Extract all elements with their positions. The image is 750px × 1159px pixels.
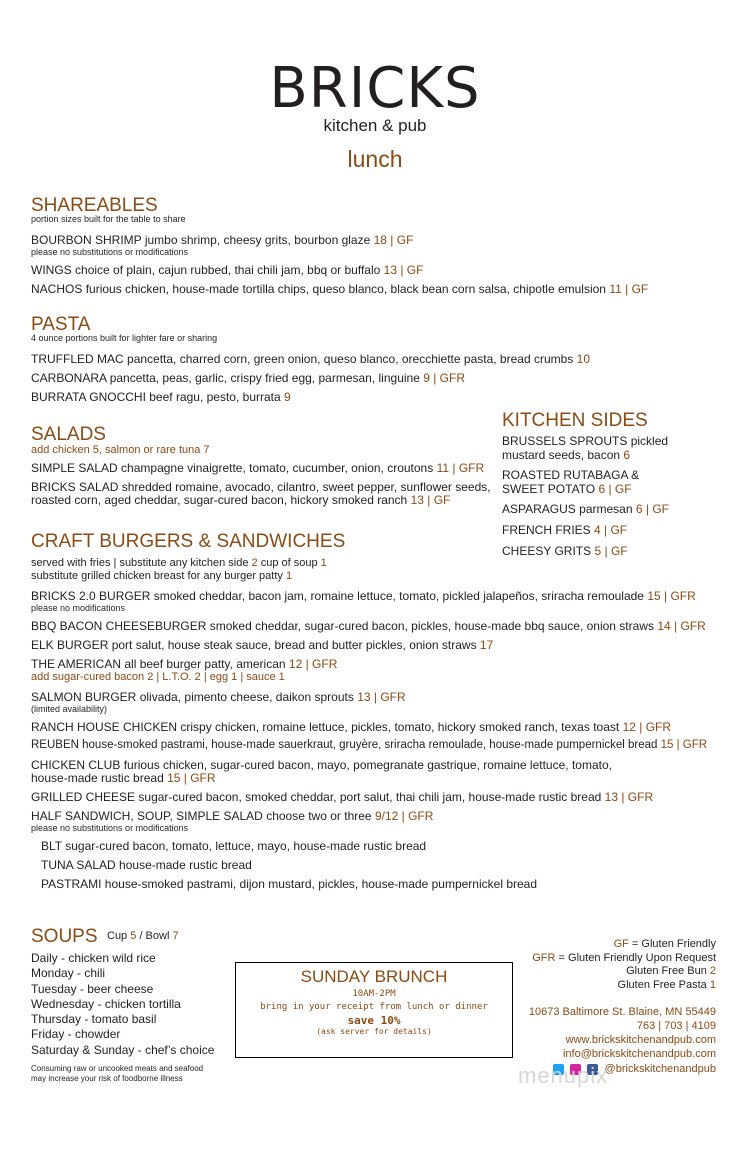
- item-name: WINGS: [31, 263, 72, 277]
- brunch-line: bring in your receipt from lunch or dinner: [260, 1002, 488, 1012]
- item-name: BRICKS SALAD: [31, 480, 119, 494]
- item-desc: furious chicken, house-made tortilla chips, queso blanco, black bean corn salsa, chipotle emulsion: [85, 282, 606, 296]
- menu-item: [31, 638, 493, 652]
- watermark: menupix: [518, 1063, 609, 1088]
- item-desc: crispy chicken, romaine lettuce, pickles, tomato, hickory smoked ranch, texas toast: [180, 720, 620, 734]
- gluten-legend: [532, 938, 716, 992]
- brunch-hours: 10AM-2PM: [352, 989, 396, 999]
- menu-item: [31, 233, 413, 247]
- cup-price: 5: [130, 930, 137, 942]
- gf-text: = Gluten Friendly: [631, 938, 716, 950]
- menu-item: [31, 790, 653, 804]
- item-price: 5 | GF: [594, 544, 628, 558]
- note-text: cup of soup: [260, 557, 318, 569]
- item-name: HALF SANDWICH, SOUP, SIMPLE SALAD: [31, 809, 263, 823]
- menu-item-cont: [31, 771, 216, 785]
- item-name: ASPARAGUS: [502, 502, 576, 516]
- item-name: CHEESY GRITS: [502, 544, 592, 558]
- menu-item: [31, 282, 648, 296]
- gfr-key: GFR: [532, 951, 556, 964]
- bowl-label: / Bowl: [139, 930, 170, 942]
- phone: 763 | 703 | 4109: [636, 1020, 716, 1032]
- item-name: BURRATA GNOCCHI: [31, 390, 146, 404]
- item-name: SIMPLE SALAD: [31, 461, 118, 475]
- item-desc: smoked cheddar, bacon jam, romaine lettuce, tomato, pickled jalapeños, sriracha remoulade: [153, 589, 644, 603]
- item-price: 15 | GFR: [647, 589, 696, 603]
- side-item: [502, 502, 669, 516]
- item-price: 17: [479, 638, 494, 652]
- item-desc: sugar-cured bacon, smoked cheddar, port salut, thai chili jam, house-made rustic bread: [138, 790, 602, 804]
- menu-item: [31, 589, 696, 603]
- item-name: FRENCH FRIES: [502, 523, 591, 537]
- item-name: ELK BURGER: [31, 638, 109, 652]
- soup-day: Saturday & Sunday - chef’s choice: [31, 1042, 215, 1057]
- item-desc: pancetta, peas, garlic, crispy fried egg, parmesan, linguine: [109, 371, 420, 385]
- item-name: BRICKS 2.0 BURGER: [31, 589, 151, 603]
- menu-item: [31, 657, 337, 671]
- item-price: 13 | GFR: [604, 790, 654, 804]
- item-desc: furious chicken, sugar-cured bacon, mayo, pomegranate gastrique, romaine lettuce, tomato,: [123, 758, 612, 772]
- section-addon: add chicken 5, salmon or rare tuna 7: [31, 444, 210, 456]
- section-title-shareables: SHAREABLES: [31, 195, 158, 216]
- item-name: BLT: [41, 839, 62, 853]
- side-item: [502, 523, 627, 537]
- menu-item: [31, 720, 671, 734]
- menu-item: [31, 739, 707, 751]
- sunday-brunch-box: [235, 962, 513, 1058]
- address: 10673 Baltimore St. Blaine, MN 55449: [528, 1006, 716, 1018]
- section-note: portion sizes built for the table to share: [31, 214, 186, 224]
- item-desc: pickled mustard seeds, bacon: [502, 434, 669, 462]
- item-desc: beef ragu, pesto, burrata: [149, 390, 281, 404]
- item-desc: choose two or three: [266, 809, 372, 823]
- side-item: [502, 544, 628, 558]
- soup-day: Friday - chowder: [31, 1027, 121, 1042]
- item-name: RANCH HOUSE CHICKEN: [31, 720, 178, 734]
- item-name: GRILLED CHEESE: [31, 790, 136, 804]
- item-name: CARBONARA: [31, 371, 107, 385]
- note-price: 1: [285, 570, 293, 582]
- item-price: 12 | GFR: [622, 720, 672, 734]
- bun-price: 2: [709, 965, 716, 977]
- item-desc: pancetta, charred corn, green onion, queso blanco, orecchiette pasta, bread crumbs: [127, 352, 574, 366]
- warning: may increase your risk of foodborne illness: [31, 1074, 183, 1083]
- item-price: 15 | GFR: [660, 739, 708, 751]
- half-option: [41, 858, 252, 872]
- item-desc: olivada, pimento cheese, daikon sprouts: [139, 690, 354, 704]
- menu-item-cont: [31, 493, 450, 507]
- item-price: 13 | GF: [383, 263, 424, 277]
- soup-days: [31, 951, 214, 1058]
- gfr-text: = Gluten Friendly Upon Request: [558, 951, 716, 964]
- half-option: [41, 877, 537, 891]
- brunch-title: SUNDAY BRUNCH: [300, 967, 448, 986]
- item-price: 6: [623, 448, 631, 462]
- bowl-price: 7: [172, 930, 179, 942]
- item-desc: house-smoked pastrami, dijon mustard, pickles, house-made pumpernickel bread: [104, 877, 538, 891]
- soup-prices: [107, 930, 179, 942]
- menu-item: [31, 690, 406, 704]
- item-price: 9: [284, 390, 291, 404]
- item-note: please no substitutions or modifications: [31, 823, 189, 833]
- item-desc: roasted corn, aged cheddar, sugar-cured bacon, hickory smoked ranch: [31, 493, 408, 507]
- item-desc: sugar-cured bacon, tomato, lettuce, mayo, house-made rustic bread: [65, 839, 427, 853]
- section-title-salads: SALADS: [31, 424, 106, 445]
- item-desc: all beef burger patty, american: [124, 657, 286, 671]
- note-text: served with fries | substitute any kitchen side: [31, 557, 249, 569]
- section-title-sides: KITCHEN SIDES: [502, 410, 648, 431]
- note-price: 1: [320, 557, 327, 569]
- item-name: CHICKEN CLUB: [31, 758, 121, 772]
- note-text: substitute grilled chicken breast for any burger patty: [31, 570, 283, 582]
- cup-label: Cup: [107, 930, 128, 942]
- section-title-soups: SOUPS: [31, 926, 98, 947]
- email-link[interactable]: info@brickskitchenandpub.com: [562, 1048, 716, 1060]
- item-name: BOURBON SHRIMP: [31, 233, 142, 247]
- item-name-2: SWEET POTATO: [502, 482, 596, 496]
- half-option: [41, 839, 426, 853]
- item-note: please no modifications: [31, 603, 126, 613]
- soup-day: Tuesday - beer cheese: [31, 981, 154, 996]
- menu-item: [31, 371, 465, 385]
- item-name: TUNA SALAD: [41, 858, 116, 872]
- menu-item: [31, 263, 423, 277]
- item-price: 9 | GFR: [423, 371, 466, 385]
- item-price: 13 | GFR: [357, 690, 406, 704]
- menu-item: [31, 480, 491, 494]
- item-name: ROASTED RUTABAGA &: [502, 468, 640, 482]
- brand-subtitle: kitchen & pub: [323, 116, 427, 135]
- item-price: 11 | GFR: [436, 461, 485, 475]
- section-title-pasta: PASTA: [31, 314, 91, 335]
- item-name: THE AMERICAN: [31, 657, 122, 671]
- side-item: [502, 434, 707, 462]
- brunch-save: save 10%: [347, 1014, 401, 1027]
- item-price: 6 | GF: [635, 502, 669, 516]
- pasta-text: Gluten Free Pasta: [617, 978, 707, 991]
- item-note: please no substitutions or modifications: [31, 247, 189, 257]
- item-name: BRUSSELS SPROUTS: [502, 434, 628, 448]
- item-price: 4 | GF: [594, 523, 628, 537]
- website-link[interactable]: www.brickskitchenandpub.com: [565, 1034, 716, 1046]
- menu-item: [31, 352, 590, 366]
- note-price: 2: [251, 557, 258, 569]
- item-addon: add sugar-cured bacon 2 | L.T.O. 2 | egg 1 | sauce 1: [31, 671, 285, 683]
- item-price: 14 | GFR: [657, 619, 706, 633]
- item-name: REUBEN: [31, 739, 79, 751]
- menu-item: [31, 809, 433, 823]
- item-desc: shredded romaine, avocado, cilantro, sweet pepper, sunflower seeds,: [121, 480, 491, 494]
- bun-text: Gluten Free Bun: [626, 965, 707, 977]
- section-note: [31, 557, 327, 569]
- item-price: 15 | GFR: [167, 771, 216, 785]
- item-desc: house-smoked pastrami, house-made sauerkraut, gruyère, sriracha remoulade, house-made pumpernickel bread: [82, 739, 658, 751]
- menu-title: lunch: [347, 146, 403, 172]
- item-name: NACHOS: [31, 282, 83, 296]
- warning: Consuming raw or uncooked meats and seafood: [31, 1064, 204, 1073]
- menu-item: [31, 758, 612, 772]
- item-desc: champagne vinaigrette, tomato, cucumber, onion, croutons: [121, 461, 434, 475]
- item-desc: jumbo shrimp, cheesy grits, bourbon glaze: [144, 233, 371, 247]
- item-price: 9/12 | GFR: [374, 809, 434, 823]
- item-note: (limited availability): [31, 704, 108, 714]
- pasta-price: 1: [709, 978, 716, 991]
- brunch-detail: (ask server for details): [316, 1027, 432, 1036]
- item-price: 13 | GF: [410, 493, 451, 507]
- item-name: PASTRAMI: [41, 877, 102, 891]
- item-name: SALMON BURGER: [31, 690, 137, 704]
- item-price: 10: [576, 352, 590, 366]
- item-desc: house-made rustic bread: [119, 858, 252, 872]
- soup-day: Wednesday - chicken tortilla: [31, 996, 181, 1011]
- item-desc: parmesan: [579, 502, 633, 516]
- item-desc: house-made rustic bread: [31, 771, 164, 785]
- section-note: 4 ounce portions built for lighter fare or sharing: [31, 333, 218, 343]
- item-desc: choice of plain, cajun rubbed, thai chili jam, bbq or buffalo: [75, 263, 381, 277]
- item-price: 6 | GF: [598, 482, 632, 496]
- item-name: BBQ BACON CHEESEBURGER: [31, 619, 207, 633]
- item-price: 12 | GFR: [288, 657, 338, 671]
- section-title-burgers: CRAFT BURGERS & SANDWICHES: [31, 531, 346, 552]
- section-note: [31, 570, 292, 582]
- menu-item: [31, 619, 706, 633]
- item-price: 11 | GF: [609, 282, 649, 296]
- gf-key: GF: [613, 938, 629, 950]
- soup-day: Thursday - tomato basil: [31, 1012, 157, 1027]
- menu-item: [31, 390, 291, 404]
- item-price: 18 | GF: [373, 233, 414, 247]
- soup-day: Daily - chicken wild rice: [31, 951, 156, 965]
- item-name: TRUFFLED MAC: [31, 352, 124, 366]
- side-item: [502, 468, 707, 496]
- menu-item: [31, 461, 484, 475]
- brand-title: BRICKS: [269, 56, 481, 121]
- item-desc: smoked cheddar, sugar-cured bacon, pickles, house-made bbq sauce, onion straws: [209, 619, 654, 633]
- item-desc: port salut, house steak sauce, bread and butter pickles, onion straws: [111, 638, 477, 652]
- soup-day: Monday - chili: [31, 966, 106, 981]
- social-handle[interactable]: @brickskitchenandpub: [604, 1063, 716, 1075]
